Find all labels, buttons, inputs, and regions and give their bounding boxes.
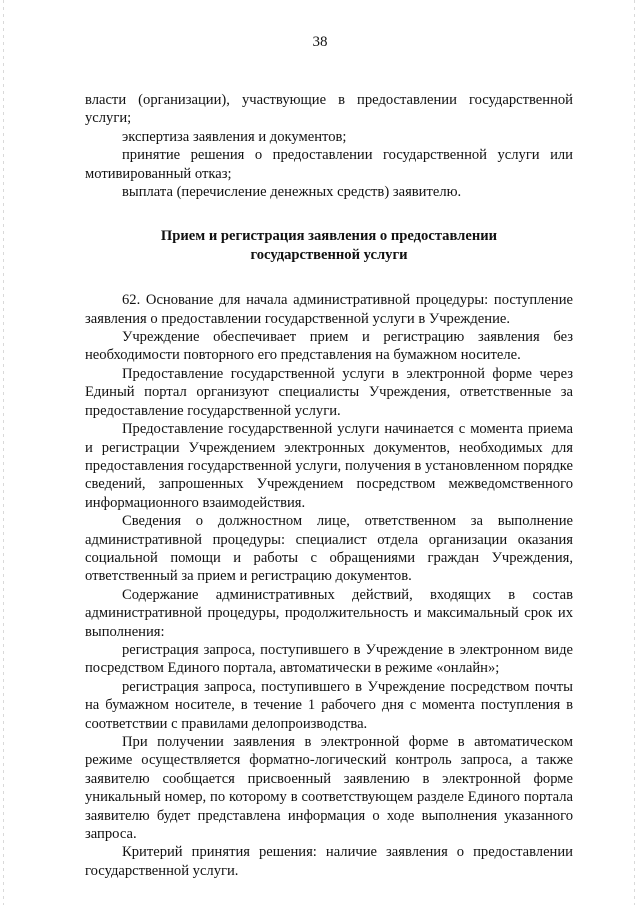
section-heading-line: государственной услуги (250, 246, 408, 263)
paragraph: Сведения о должностном лице, ответственном за выполнение административной процедуры: специалист отдела организации оказания социальной помощи и работы с обращениями граждан Учреждения, ответственный за прием и регистрацию документов. (85, 513, 573, 585)
paragraph: регистрация запроса, поступившего в Учреждение посредством почты на бумажном носителе, в течение 1 рабочего дня с момента поступления в соответствии с правилами делопроизводства. (85, 678, 573, 732)
paragraph: 62. Основание для начала административной процедуры: поступление заявления о предоставлении государственной услуги в Учреждение. (85, 292, 573, 327)
paragraph: принятие решения о предоставлении государственной услуги или мотивированный отказ; (85, 147, 573, 182)
page-number: 38 (312, 34, 328, 50)
paragraph: власти (организации), участвующие в предоставлении государственной услуги; (85, 92, 573, 127)
paragraph: выплата (перечисление денежных средств) заявителю. (122, 184, 462, 201)
section-heading (85, 227, 573, 264)
paragraph: Критерий принятия решения: наличие заявления о предоставлении государственной услуги. (85, 844, 573, 879)
paragraph: Учреждение обеспечивает прием и регистрацию заявления без необходимости повторного его представления на бумажном носителе. (85, 329, 573, 364)
scan-edge-left (3, 0, 4, 905)
section-heading-line: Прием и регистрация заявления о предоставлении (160, 228, 498, 245)
paragraph: Содержание административных действий, входящих в состав административной процедуры, продолжительность и максимальный срок их выполнения: (85, 586, 573, 640)
paragraph: Предоставление государственной услуги в электронной форме через Единый портал организуют специалисты Учреждения, ответственные за предоставление государственной услуги. (85, 365, 573, 419)
scan-edge-right (634, 0, 635, 905)
paragraph: регистрация запроса, поступившего в Учреждение в электронном виде посредством Единого портала, автоматически в режиме «онлайн»; (85, 641, 573, 677)
document-body (85, 91, 573, 880)
paragraph: При получении заявления в электронной форме в автоматическом режиме осуществляется форматно-логический контроль запроса, а также заявителю сообщается присвоенный заявлению в электронной форме уникальный номер, по которому в соответствующем разделе Единого портала заявителю будет представлена информация о ходе выполнения указанного запроса. (85, 734, 573, 843)
paragraph: экспертиза заявления и документов; (122, 128, 347, 145)
paragraph: Предоставление государственной услуги начинается с момента приема и регистрации Учреждением электронных документов, необходимых для предоставления государственной услуги, получения в установленном порядке сведений, запрошенных Учреждением посредством межведомственного информационного взаимодействия. (85, 421, 573, 511)
